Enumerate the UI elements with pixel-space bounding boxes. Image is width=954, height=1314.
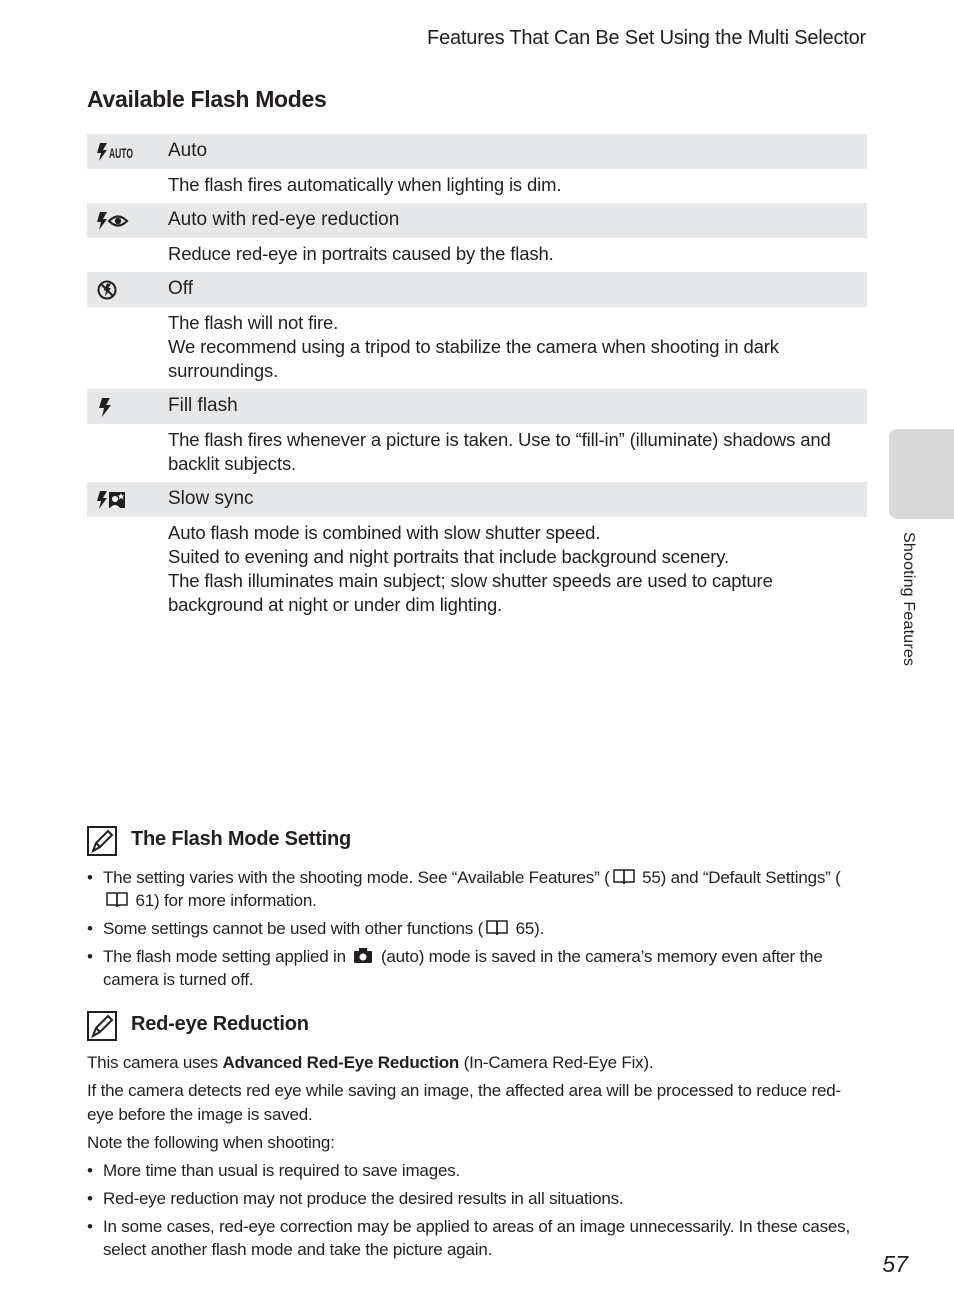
feature-name: Advanced Red-Eye Reduction: [222, 1053, 460, 1072]
note-title-row: [87, 826, 867, 856]
mode-name: Fill flash: [168, 395, 238, 416]
list-item: [87, 866, 867, 912]
description-line: Suited to evening and night portraits that include background scenery.: [168, 546, 729, 567]
bullet-text: Some settings cannot be used with other functions (: [103, 919, 484, 938]
book-reference-icon: [613, 868, 635, 885]
mode-row-red-eye: [87, 203, 867, 238]
mode-description: [87, 307, 867, 389]
list-item: • In some cases, red-eye correction may be applied to areas of an image unnecessarily. In these cases, select another flash mode and take the picture again.: [87, 1215, 867, 1261]
mode-name: Auto with red-eye reduction: [168, 209, 400, 230]
description-line: The flash fires automatically when lighting is dim.: [168, 174, 562, 195]
note-body: [87, 1051, 867, 1261]
note-pencil-icon: [87, 1011, 117, 1041]
description-line: The flash will not fire.: [168, 312, 339, 333]
flash-modes-table: [87, 134, 867, 623]
mode-row-slow-sync: [87, 482, 867, 517]
paragraph: [87, 1051, 867, 1075]
svg-text:AUTO: AUTO: [109, 145, 134, 161]
bullet-text: 61) for more information.: [131, 891, 317, 910]
description-line: The flash illuminates main subject; slow shutter speeds are used to capture background at night or under dim lighting.: [168, 570, 773, 615]
bullet-text: The flash mode setting applied in: [103, 947, 351, 966]
list-item: • More time than usual is required to save images.: [87, 1159, 867, 1182]
list-item: [87, 917, 867, 940]
mode-row-off: [87, 272, 867, 307]
note-title-row: [87, 1011, 867, 1041]
mode-name: Auto: [168, 140, 208, 161]
running-header: Features That Can Be Set Using the Multi Selector: [427, 27, 866, 49]
paragraph: If the camera detects red eye while saving an image, the affected area will be processed to reduce red-eye before the image is saved.: [87, 1081, 841, 1124]
paragraph: Note the following when shooting:: [87, 1133, 335, 1152]
bullet-text: The setting varies with the shooting mode. See “Available Features” (: [103, 868, 610, 887]
description-line: Auto flash mode is combined with slow shutter speed.: [168, 522, 601, 543]
note-flash-mode-setting: [87, 826, 867, 996]
description-line: We recommend using a tripod to stabilize the camera when shooting in dark surroundings.: [168, 336, 779, 381]
fill-flash-icon: [96, 395, 136, 419]
mode-description: [87, 238, 867, 272]
note-red-eye-reduction: [87, 1011, 867, 1266]
mode-description: [87, 169, 867, 203]
paragraph-text: This camera uses: [87, 1053, 223, 1072]
section-title: Available Flash Modes: [87, 86, 327, 112]
note-title: Red-eye Reduction: [131, 1013, 309, 1035]
note-bullet-list: [87, 1159, 867, 1261]
list-item: • Red-eye reduction may not produce the desired results in all situations.: [87, 1187, 867, 1210]
note-pencil-icon: [87, 826, 117, 856]
flash-off-icon: [96, 278, 136, 302]
note-title: The Flash Mode Setting: [131, 828, 352, 850]
description-line: The flash fires whenever a picture is taken. Use to “fill-in” (illuminate) shadows and backlit subjects.: [168, 429, 831, 474]
camera-auto-mode-icon: [353, 947, 373, 964]
book-reference-icon: [486, 919, 508, 936]
flash-red-eye-icon: [96, 209, 136, 233]
mode-row-auto: [87, 134, 867, 169]
paragraph-text: (In-Camera Red-Eye Fix).: [459, 1053, 654, 1072]
book-reference-icon: [106, 891, 128, 908]
chapter-side-tab: [889, 429, 954, 519]
bullet-text: (auto) mode is saved in the camera’s memory even after the camera is turned off.: [103, 947, 823, 989]
mode-row-fill-flash: [87, 389, 867, 424]
flash-auto-icon: [96, 140, 136, 164]
bullet-text: 55) and “Default Settings” (: [637, 868, 841, 887]
chapter-label: Shooting Features: [900, 532, 917, 667]
page-number: 57: [882, 1251, 908, 1277]
mode-description: [87, 424, 867, 482]
slow-sync-icon: [96, 488, 136, 512]
mode-name: Off: [168, 278, 193, 299]
mode-name: Slow sync: [168, 488, 254, 509]
list-item: [87, 945, 867, 991]
mode-description: [87, 517, 867, 623]
description-line: Reduce red-eye in portraits caused by the flash.: [168, 243, 554, 264]
note-bullet-list: [87, 866, 867, 991]
bullet-text: 65).: [511, 919, 545, 938]
